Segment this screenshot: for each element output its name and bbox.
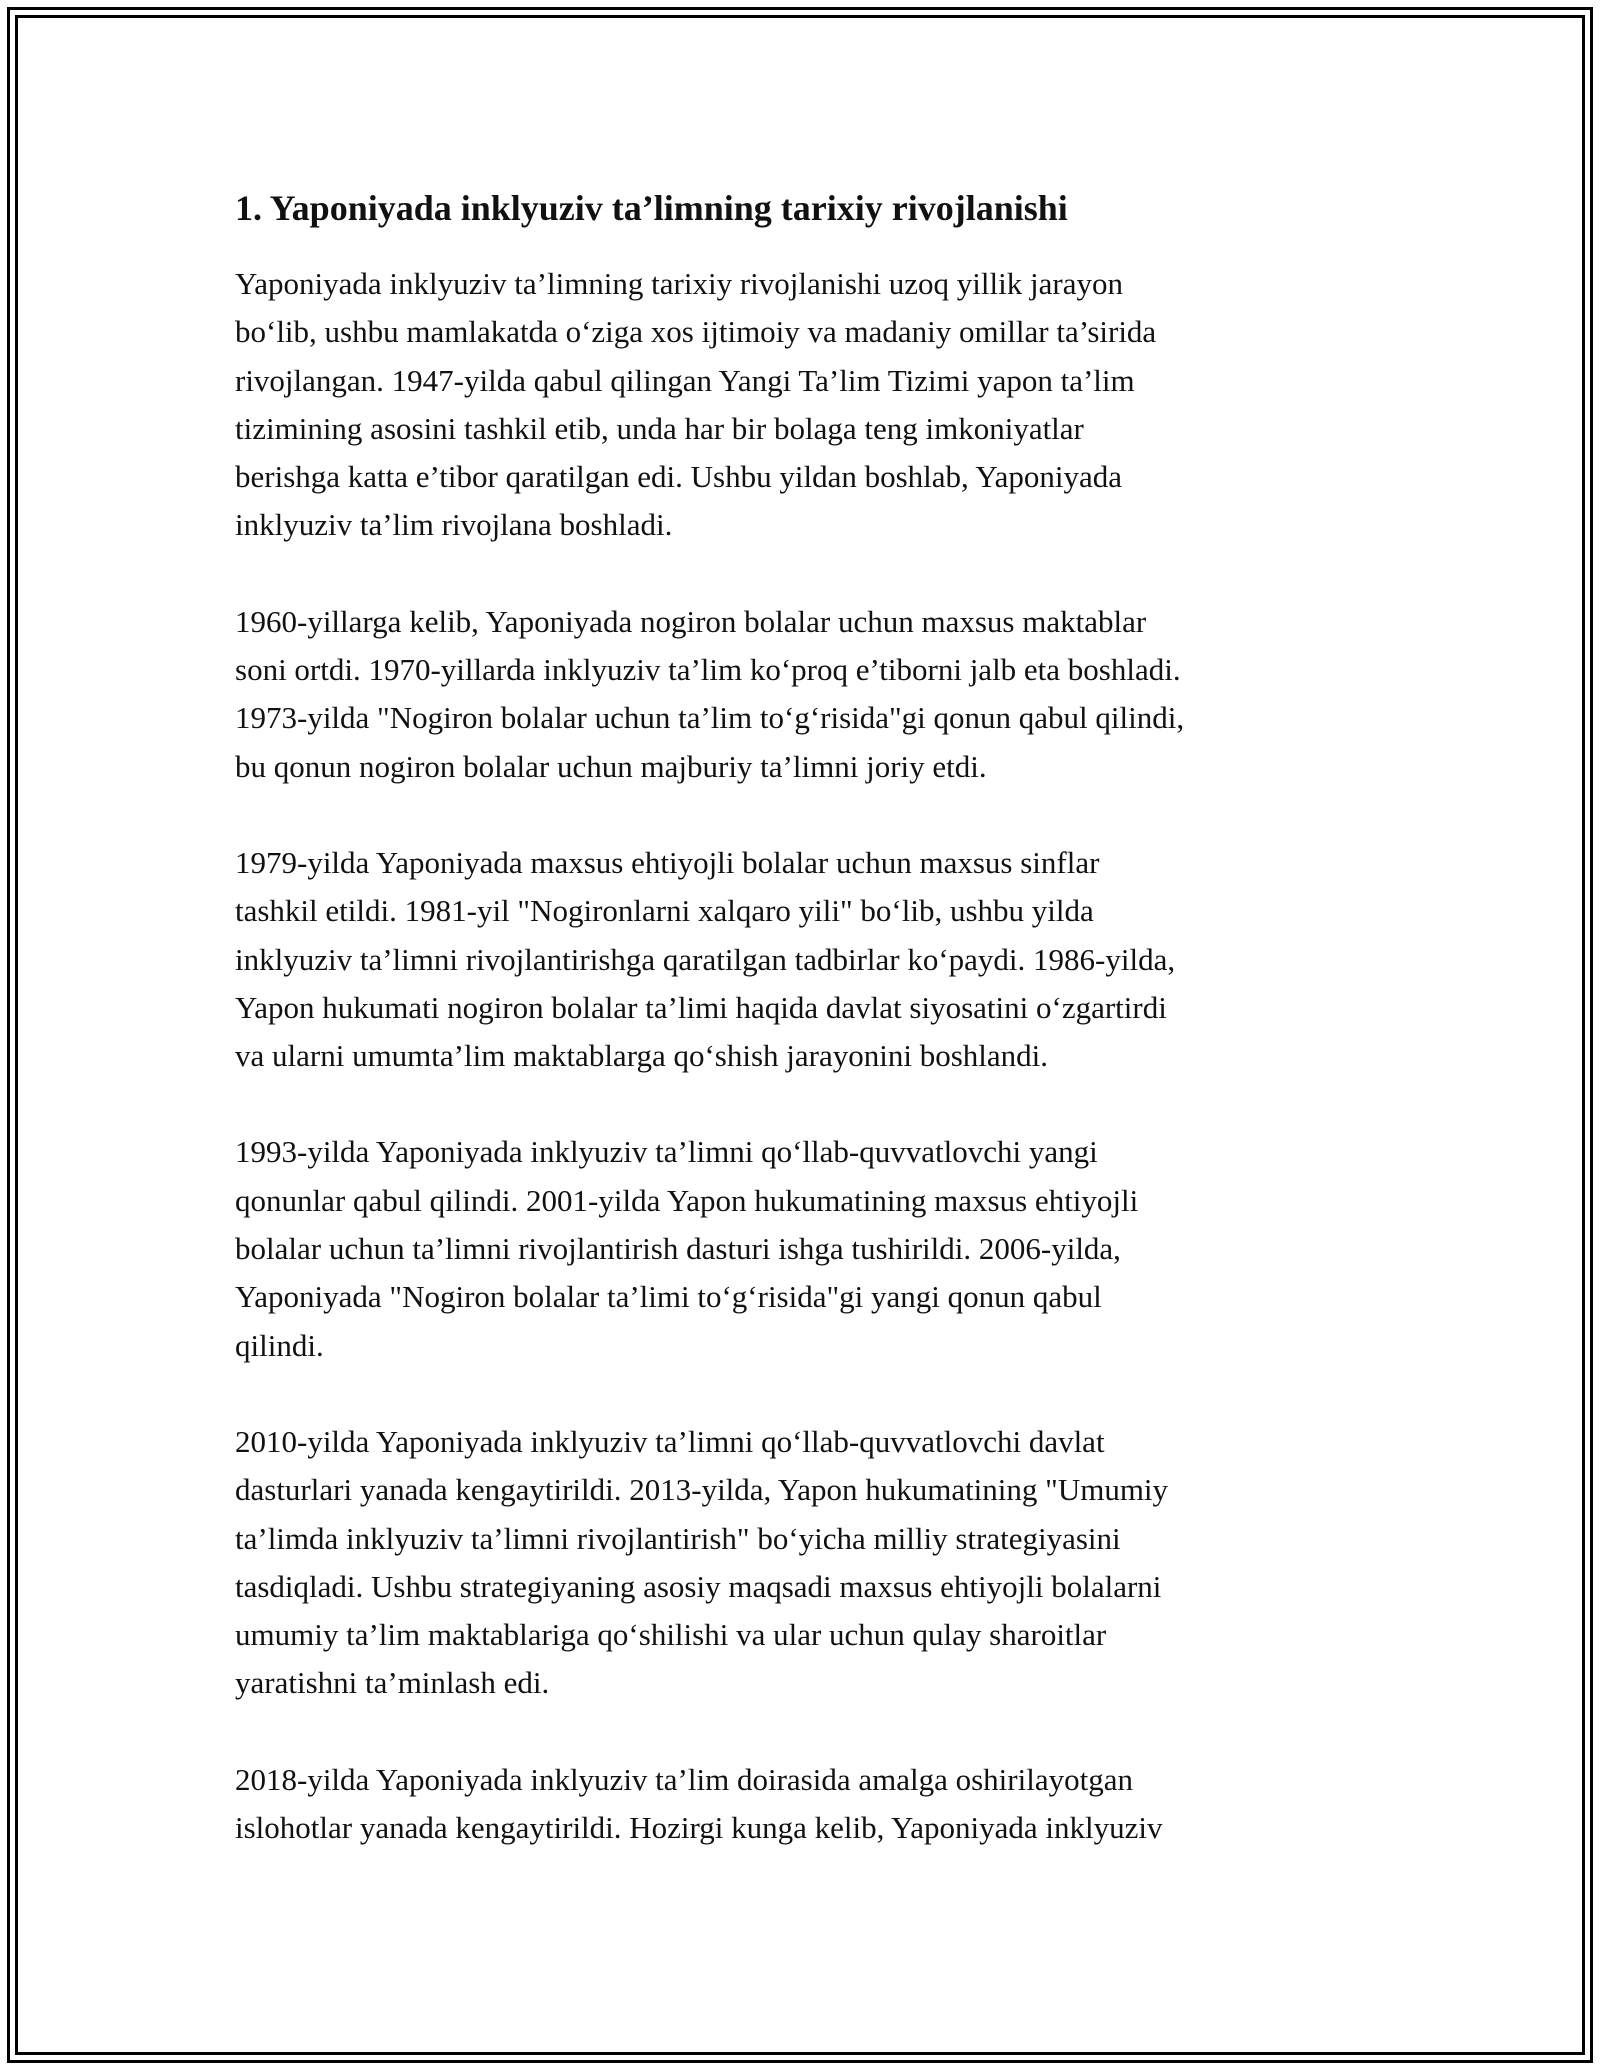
document-body (235, 186, 1370, 1900)
paragraph-6: 2018-yilda Yaponiyada inklyuziv ta’lim doirasida amalga oshirilayotgan islohotlar yanada kengaytirildi. Hozirgi kunga kelib, Yaponiyada inklyuziv (235, 1761, 1163, 1846)
paragraph-1: Yaponiyada inklyuziv ta’limning tarixiy rivojlanishi uzoq yillik jarayon bo‘lib, ushbu mamlakatda o‘ziga xos ijtimoiy va madaniy omillar ta’sirida rivojlangan. 1947-yilda qabul qilingan Yangi Ta’lim Tizimi yapon ta’lim tizimining asosini tashkil etib, unda har bir bolaga teng imkoniyatlar berishga katta e’tibor qaratilgan edi. Ushbu yildan boshlab, Yaponiyada inklyuziv ta’lim rivojlana boshladi. (235, 266, 1157, 543)
section-heading: 1. Yaponiyada inklyuziv ta’limning tarixiy rivojlanishi (235, 188, 1068, 228)
paragraph-2: 1960-yillarga kelib, Yaponiyada nogiron bolalar uchun maxsus maktablar soni ortdi. 1970-yillarda inklyuziv ta’lim ko‘proq e’tiborni jalb eta boshladi. 1973-yilda "Nogiron bolalar uchun ta’lim to‘g‘risida"gi qonun qabul qilindi, bu qonun nogiron bolalar uchun majburiy ta’limni joriy etdi. (235, 603, 1185, 784)
paragraph-5: 2010-yilda Yaponiyada inklyuziv ta’limni qo‘llab-quvvatlovchi davlat dasturlari yanada kengaytirildi. 2013-yilda, Yapon hukumatining "Umumiy ta’limda inklyuziv ta’limni rivojlantirish" bo‘yicha milliy strategiyasini tasdiqladi. Ushbu strategiyaning asosiy maqsadi maxsus ehtiyojli bolalarni umumiy ta’lim maktablariga qo‘shilishi va ular uchun qulay sharoitlar yaratishni ta’minlash edi. (235, 1423, 1169, 1701)
paragraph-4: 1993-yilda Yaponiyada inklyuziv ta’limni qo‘llab-quvvatlovchi yangi qonunlar qabul qilindi. 2001-yilda Yapon hukumatining maxsus ehtiyojli bolalar uchun ta’limni rivojlantirish dasturi ishga tushirildi. 2006-yilda, Yaponiyada "Nogiron bolalar ta’limi to‘g‘risida"gi yangi qonun qabul qilindi. (235, 1134, 1139, 1363)
paragraph-3: 1979-yilda Yaponiyada maxsus ehtiyojli bolalar uchun maxsus sinflar tashkil etildi. 1981-yil "Nogironlarni xalqaro yili" bo‘lib, ushbu yilda inklyuziv ta’limni rivojlantirishga qaratilgan tadbirlar ko‘paydi. 1986-yilda, Yapon hukumati nogiron bolalar ta’limi haqida davlat siyosatini o‘zgartirdi va ularni umumta’lim maktablarga qo‘shish jarayonini boshlandi. (235, 844, 1176, 1074)
